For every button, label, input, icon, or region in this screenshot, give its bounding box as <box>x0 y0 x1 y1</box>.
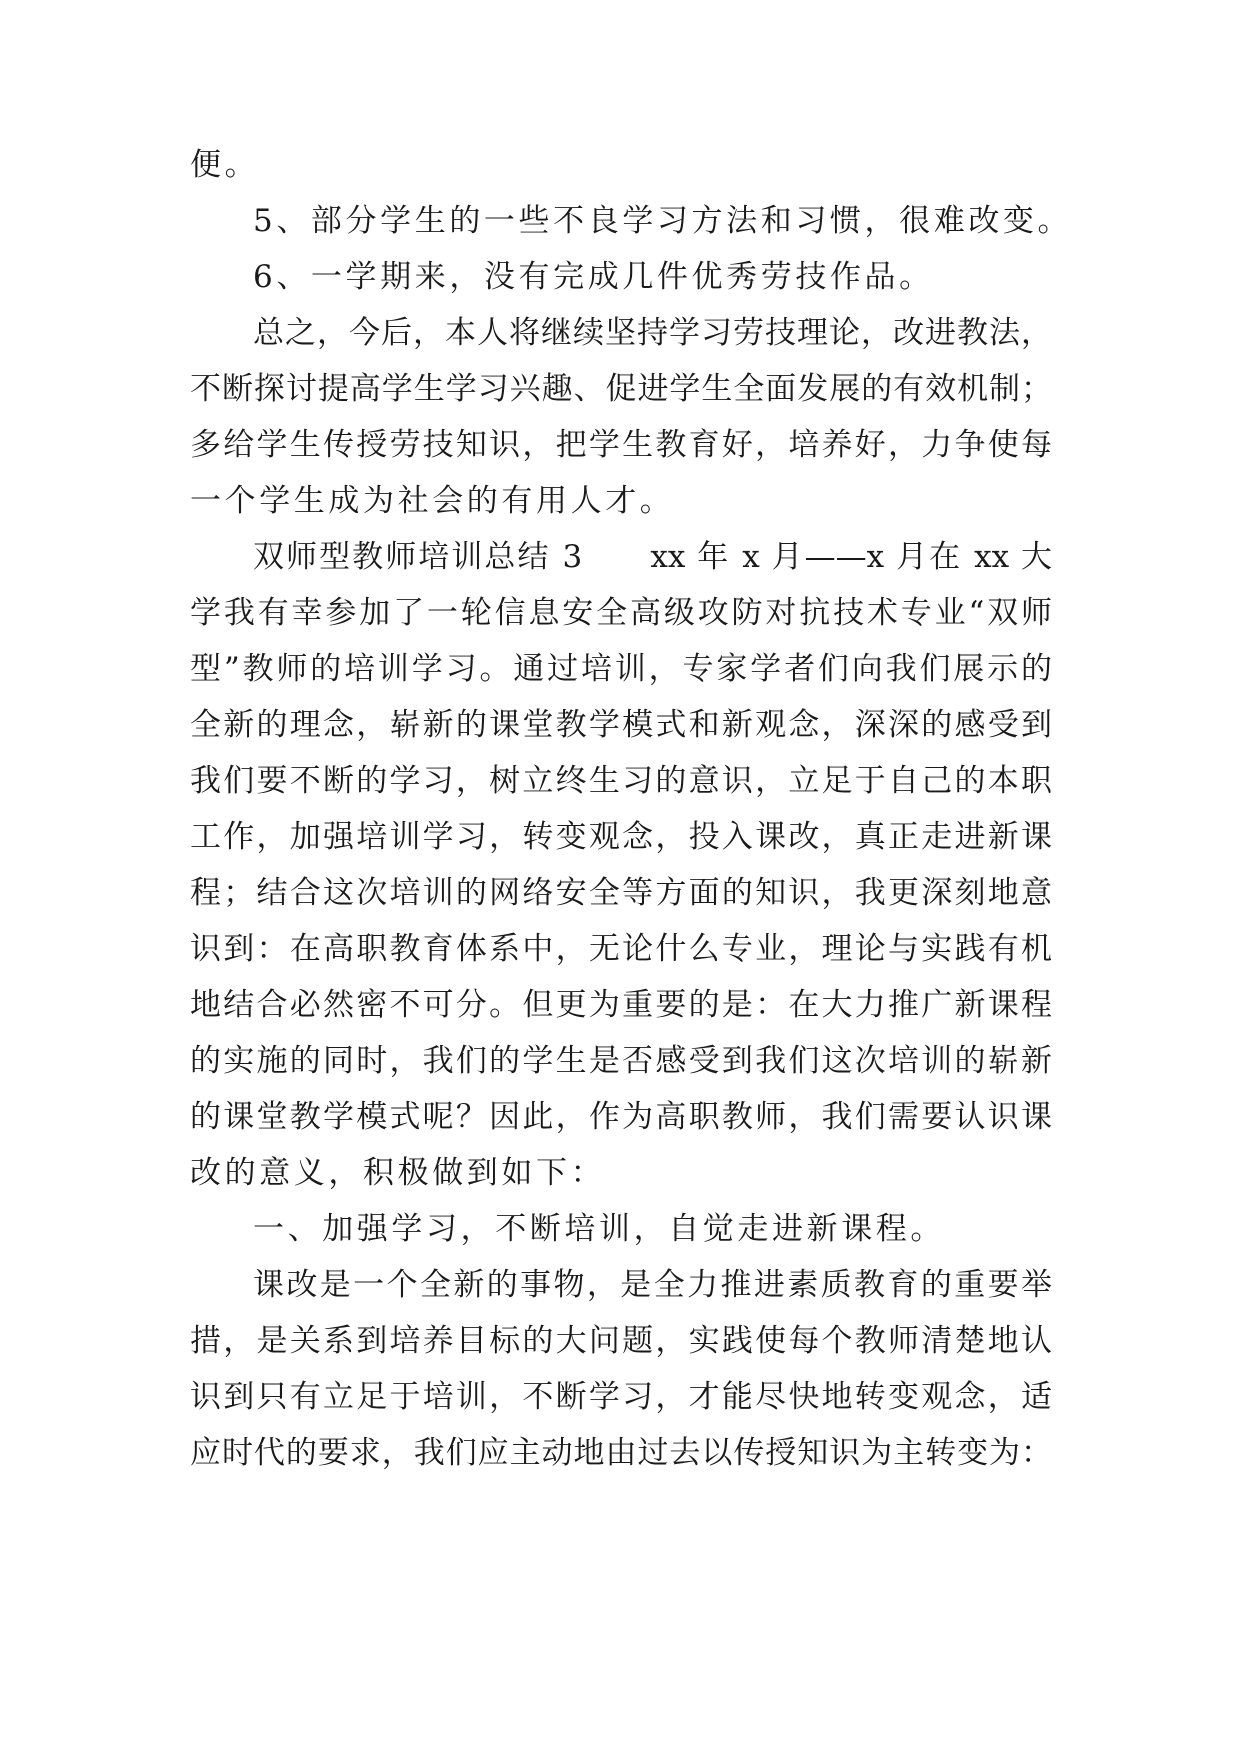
text-line: 一、加强学习，不断培训，自觉走进新课程。 <box>253 1211 945 1247</box>
text-line: 应时代的要求，我们应主动地由过去以传授知识为主转变为： <box>190 1435 1052 1471</box>
text-line: 一个学生成为社会的有用人才。 <box>190 483 675 519</box>
text-line: 总之，今后，本人将继续坚持学习劳技理论，改进教法， <box>253 315 1052 351</box>
text-line: 6、一学期来，没有完成几件优秀劳技作品。 <box>253 259 934 295</box>
text-line: 地结合必然密不可分。但更为重要的是：在大力推广新课程 <box>190 987 1052 1023</box>
text-line: 识到只有立足于培训，不断学习，才能尽快地转变观念，适 <box>190 1379 1052 1415</box>
text-line: 工作，加强培训学习，转变观念，投入课改，真正走进新课 <box>190 819 1052 855</box>
text-line: 课改是一个全新的事物，是全力推进素质教育的重要举 <box>253 1267 1052 1303</box>
text-line: 型”教师的培训学习。通过培训，专家学者们向我们展示的 <box>190 651 1052 687</box>
text-line: 5、部分学生的一些不良学习方法和习惯，很难改变。 <box>253 203 1073 239</box>
text-line: 措，是关系到培养目标的大问题，实践使每个教师清楚地认 <box>190 1323 1052 1359</box>
text-line: 我们要不断的学习，树立终生习的意识，立足于自己的本职 <box>190 763 1052 799</box>
section-heading-line: 双师型教师培训总结 3 xx 年 x 月——x 月在 xx 大 <box>253 539 1052 575</box>
text-line: 学我有幸参加了一轮信息安全高级攻防对抗技术专业“双师 <box>190 595 1052 631</box>
text-line: 不断探讨提高学生学习兴趣、促进学生全面发展的有效机制； <box>190 371 1052 407</box>
text-line: 识到：在高职教育体系中，无论什么专业，理论与实践有机 <box>190 931 1052 967</box>
text-line: 全新的理念，崭新的课堂教学模式和新观念，深深的感受到 <box>190 707 1052 743</box>
text-line: 多给学生传授劳技知识，把学生教育好，培养好，力争使每 <box>190 427 1052 463</box>
text-line: 的实施的同时，我们的学生是否感受到我们这次培训的崭新 <box>190 1043 1052 1079</box>
text-line: 程；结合这次培训的网络安全等方面的知识，我更深刻地意 <box>190 875 1052 911</box>
text-line: 便。 <box>190 147 260 183</box>
text-line: 的课堂教学模式呢？因此，作为高职教师，我们需要认识课 <box>190 1099 1052 1135</box>
text-line: 改的意义，积极做到如下： <box>190 1155 606 1191</box>
